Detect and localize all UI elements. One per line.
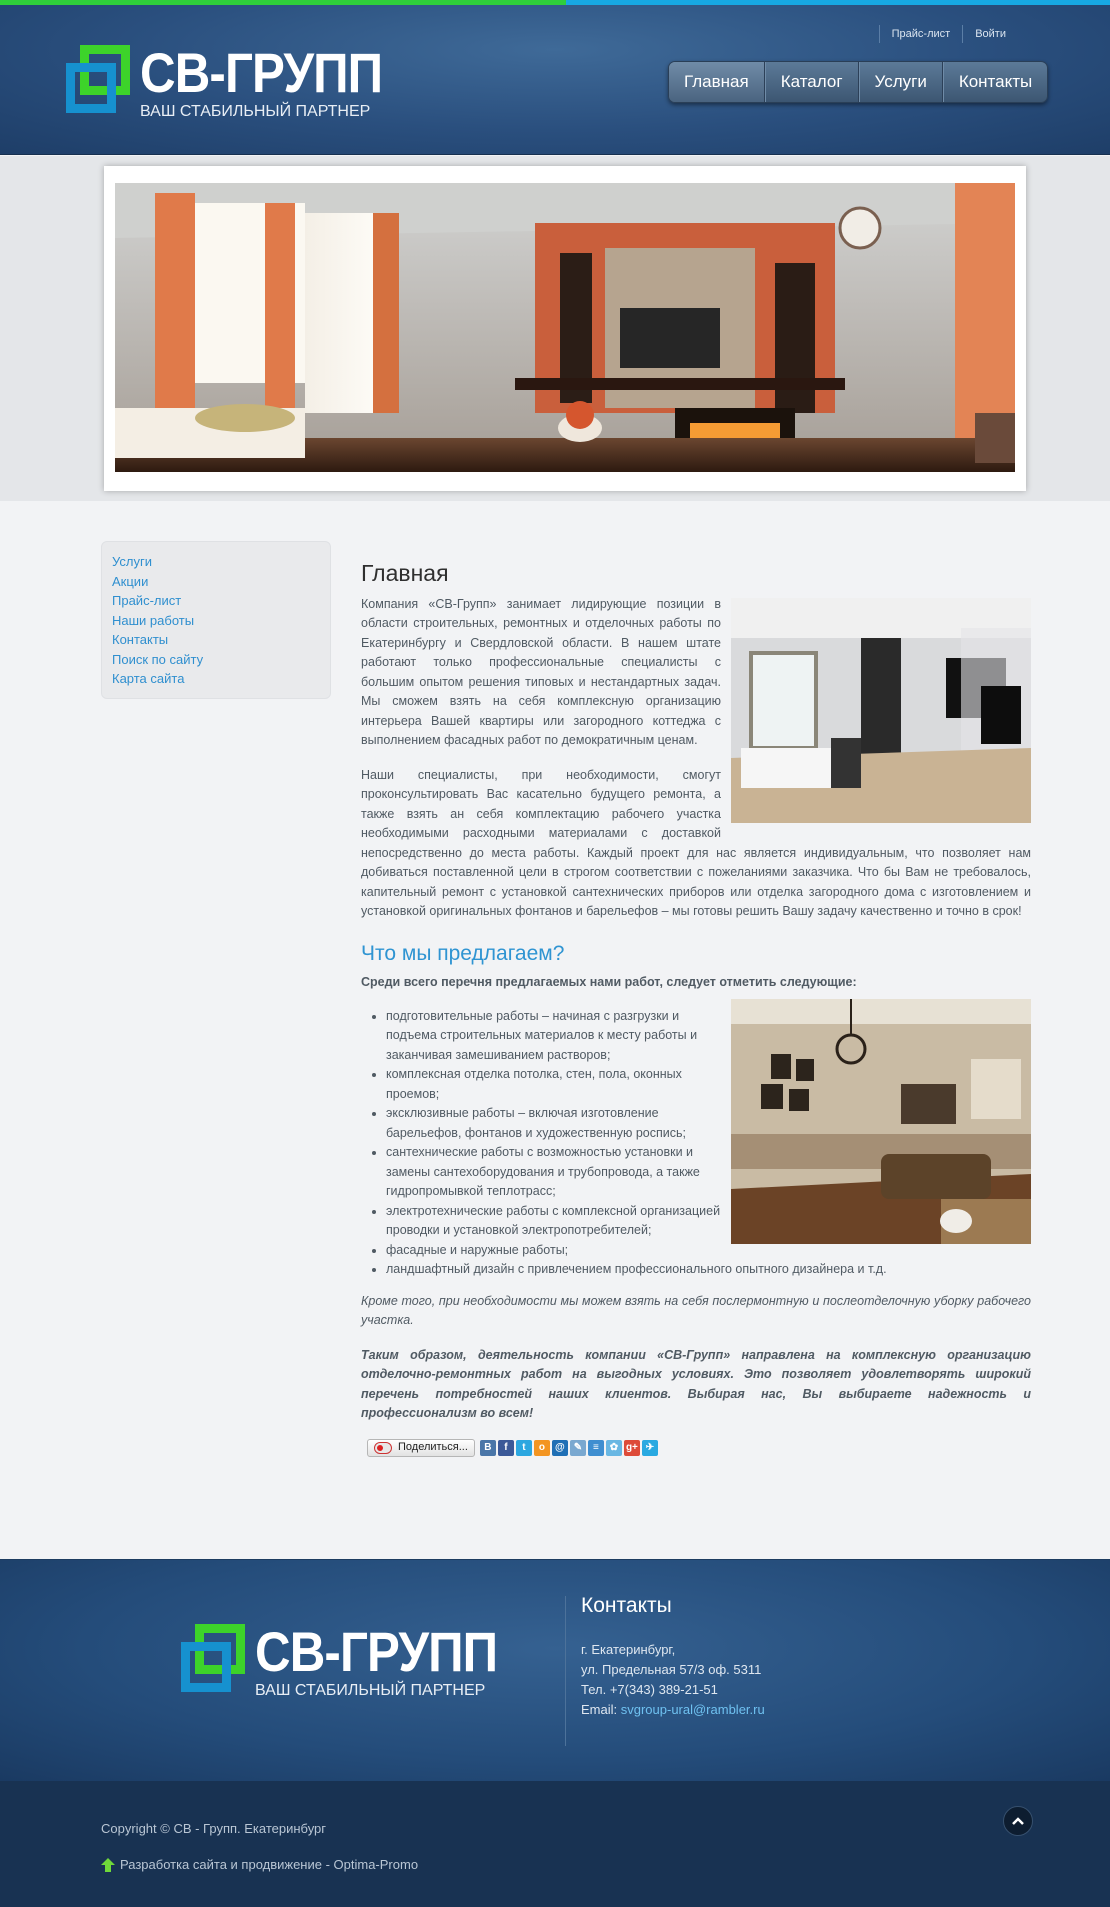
mail-ru-icon[interactable]: @ — [552, 1440, 568, 1456]
paragraph-intro: Компания «СВ-Групп» занимает лидирующие позиции в области строительных, ремонтных и отделочных работы по Екатеринбургу и Свердловской области. В нашем штате работают только профессиональные специалисты с большим опытом решения типовых и нестандартных задач. Мы сможем взять на себя комплексную организацию интерьера Вашей квартиры или загородного коттеджа с выполнением фасадных работ по демократичным ценам. — [361, 596, 721, 747]
liveinternet-icon[interactable]: ≡ — [588, 1440, 604, 1456]
nav-item-home[interactable]: Главная — [669, 62, 765, 102]
vk-icon[interactable]: В — [480, 1440, 496, 1456]
sidebar-item-services[interactable]: Услуги — [112, 554, 152, 569]
list-item: • сантехнические работы с возможностью установки и замены сантехоборудования и трубопровода, а также гидропромывкой теплотрасс; — [386, 1143, 1031, 1202]
page-title: Главная — [361, 560, 449, 586]
footer-contacts-title: Контакты — [581, 1594, 672, 1617]
interior-image-living-room — [731, 999, 1031, 1244]
list-item: • комплексная отделка потолка, стен, пола, оконных проемов; — [386, 1065, 1031, 1104]
developer-arrow-icon — [101, 1858, 115, 1872]
sidebar-item-promotions[interactable]: Акции — [112, 573, 149, 589]
list-item: • ландшафтный дизайн с привлечением профессионального опытного дизайнера и т.д. — [386, 1260, 1031, 1280]
bookmark-icon[interactable]: ✈ — [642, 1440, 658, 1456]
developer-label: Разработка сайта и продвижение - Optima-Promo — [120, 1857, 419, 1872]
main-nav — [668, 61, 1048, 103]
logo-subtitle: ВАШ СТАБИЛЬНЫЙ ПАРТНЕР — [140, 103, 371, 120]
nav-item-services[interactable]: Услуги — [859, 62, 943, 102]
footer-city: г. Екатеринбург, — [581, 1642, 676, 1657]
list-item: • фасадные и наружные работы; — [386, 1241, 1031, 1261]
interior-image-kitchen — [731, 598, 1031, 823]
livejournal-icon[interactable]: ✎ — [570, 1440, 586, 1456]
developer-link[interactable] — [101, 1857, 418, 1872]
logo-mark-icon — [66, 45, 134, 117]
section-lead: Среди всего перечня предлагаемых нами работ, следует отметить следующие: — [361, 975, 857, 989]
section-title: Что мы предлагаем? — [361, 941, 565, 965]
top-links — [879, 25, 1018, 43]
footer-phone: Тел. +7(343) 389-21-51 — [581, 1682, 718, 1697]
paragraph-conclusion: Таким образом, деятельность компании «СВ-Групп» направлена на комплексную организацию отделочно-ремонтных работ на выгодных условиях. Это позволяет удовлетворять широкий перечень потребностей наших клиентов. Выбирая нас, Вы выбираете надежность и профессионализм во всем! — [361, 1347, 1031, 1420]
share-button-label: Поделиться... — [398, 1440, 468, 1453]
price-list-link[interactable]: Прайс-лист — [879, 25, 963, 43]
list-item: • электротехнические работы с комплексной организацией проводки и установкой электропотребителей; — [386, 1202, 1031, 1241]
main-content — [361, 560, 1031, 1457]
scroll-to-top-button[interactable] — [1003, 1806, 1033, 1836]
slider-image — [115, 183, 1015, 472]
site-footer — [0, 1559, 1110, 1781]
footer-logo-mark-icon — [181, 1624, 249, 1696]
sidebar-item-site-search[interactable]: Поиск по сайту — [112, 651, 204, 667]
sidebar-item-sitemap[interactable]: Карта сайта — [112, 671, 185, 686]
sidebar-item-contacts[interactable]: Контакты — [112, 632, 169, 647]
footer-email-label: Email: — [581, 1702, 621, 1717]
footer-address: ул. Предельная 57/3 оф. 5311 — [581, 1662, 762, 1677]
nav-item-catalog[interactable]: Каталог — [765, 62, 859, 102]
slider — [104, 166, 1026, 491]
bottom-bar — [0, 1781, 1110, 1907]
google-plus-icon[interactable]: g+ — [624, 1440, 640, 1456]
footer-logo-title: СВ-ГРУПП — [255, 1620, 498, 1683]
site-header — [0, 5, 1110, 155]
nav-item-contacts[interactable]: Контакты — [943, 62, 1047, 102]
footer-email-row — [581, 1700, 765, 1720]
site-logo[interactable] — [66, 41, 383, 125]
share-button[interactable] — [367, 1439, 475, 1457]
facebook-icon[interactable]: f — [498, 1440, 514, 1456]
footer-logo-subtitle: ВАШ СТАБИЛЬНЫЙ ПАРТНЕР — [255, 1682, 486, 1699]
list-item: • подготовительные работы – начиная с разгрузки и подъема строительных материалов к месту работы и заканчивая замешиванием растворов; — [386, 1007, 1031, 1066]
paragraph-specialists: Наши специалисты, при необходимости, смогут проконсультировать Вас касательно будущего ремонта, а также взять ан себя комплектацию рабочего участка необходимыми расходными материалами с доставкой непосредственно до места работы. Каждый проект для нас является индивидуальным, что позволяет нам добиваться поставленной цели в строгом соответствии с пожеланиями заказчика. Что бы Вам не требовалось, капительный ремонт с установкой сантехнических приборов или отделка загородного дома с изготовлением и установкой оригинальных фонтанов и барельефов – мы готовы решить Вашу задачу качественно и точно в срок! — [361, 767, 1031, 918]
logo-title: СВ-ГРУПП — [140, 41, 383, 104]
copyright: Copyright © СВ - Групп. Екатеринбург — [101, 1821, 327, 1836]
footer-divider — [565, 1596, 566, 1746]
footer-logo[interactable] — [181, 1620, 498, 1714]
footer-contacts — [581, 1596, 765, 1720]
sidebar-item-price-list[interactable]: Прайс-лист — [112, 593, 182, 608]
twitter-icon[interactable]: t — [516, 1440, 532, 1456]
login-link[interactable]: Войти — [962, 25, 1018, 43]
list-item: • эксклюзивные работы – включая изготовление барельефов, фонтанов и художественную роспись; — [386, 1104, 1031, 1143]
paragraph-cleanup: Кроме того, при необходимости мы можем взять на себя послермонтную и послеотделочную уборку рабочего участка. — [361, 1293, 1031, 1327]
yandex-share-icon — [374, 1442, 392, 1454]
sidebar-menu — [101, 541, 331, 699]
share-bar — [367, 1439, 1031, 1457]
odnoklassniki-icon[interactable]: о — [534, 1440, 550, 1456]
chevron-up-icon — [1011, 1816, 1025, 1826]
footer-email-link[interactable]: svgroup-ural@rambler.ru — [620, 1702, 765, 1717]
sidebar-item-our-works[interactable]: Наши работы — [112, 612, 195, 628]
friendfeed-icon[interactable]: ✿ — [606, 1440, 622, 1456]
